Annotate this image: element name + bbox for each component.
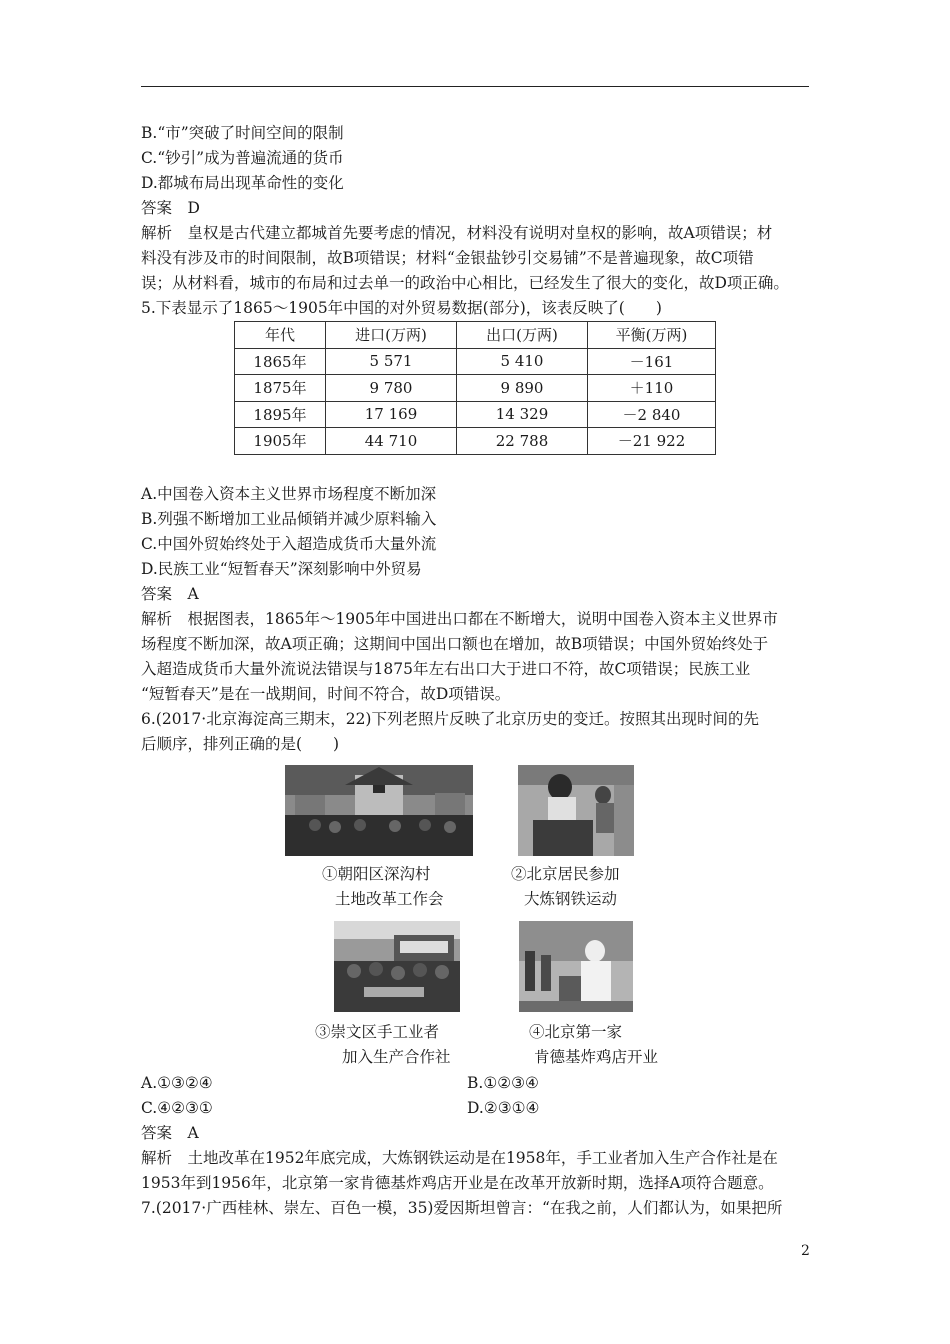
q5-analysis-line-3: 入超造成货币大量外流说法错误与1875年左右出口大于进口不符，故C项错误；民族工业	[141, 660, 751, 678]
q5-option-c: C.中国外贸始终处于入超造成货币大量外流	[141, 535, 437, 553]
photo-2-caption-line-1: ②北京居民参加	[511, 865, 620, 883]
photo-1-caption-line-1: ①朝阳区深沟村	[322, 865, 431, 883]
old-photo-handicraft-cooperative-icon	[334, 921, 460, 1012]
q6-analysis-line-1: 解析 土地改革在1952年底完成，大炼钢铁运动是在1958年，手工业者加入生产合作社是在	[141, 1149, 778, 1167]
table-cell: 9 890	[457, 375, 588, 402]
table-cell: 22 788	[457, 428, 588, 455]
q5-option-d: D.民族工业“短暂春天”深刻影响中外贸易	[141, 560, 422, 578]
photo-3-caption-line-1: ③崇文区手工业者	[315, 1023, 440, 1041]
table-header-cell: 进口(万两)	[326, 322, 457, 349]
table-cell: 14 329	[457, 401, 588, 428]
q4-analysis-line-3: 误；从材料看，城市的布局和过去单一的政治中心相比，已经发生了很大的变化，故D项正确。	[141, 274, 789, 292]
table-cell: 5 571	[326, 348, 457, 375]
table-header-cell: 出口(万两)	[457, 322, 588, 349]
old-photo-kfc-opening-icon	[519, 921, 633, 1012]
trade-data-table	[234, 321, 716, 455]
q4-option-b: B.“市”突破了时间空间的限制	[141, 124, 344, 142]
q6-answer: 答案 A	[141, 1124, 199, 1142]
photo-3-caption-line-2: 加入生产合作社	[342, 1048, 451, 1066]
q5-analysis-line-1: 解析 根据图表，1865年～1905年中国进出口都在不断增大，说明中国卷入资本主义世界市	[141, 610, 778, 628]
q5-option-b: B.列强不断增加工业品倾销并减少原料输入	[141, 510, 437, 528]
table-cell: －2 840	[588, 401, 716, 428]
table-header-row	[235, 322, 716, 349]
table-cell: －161	[588, 348, 716, 375]
table-cell: 1905年	[235, 428, 326, 455]
table-cell: －21 922	[588, 428, 716, 455]
q6-option-c: C.④②③①	[141, 1099, 213, 1117]
old-photo-steel-campaign-icon	[518, 765, 634, 856]
table-cell: 9 780	[326, 375, 457, 402]
q5-answer: 答案 A	[141, 585, 199, 603]
q5-option-a: A.中国卷入资本主义世界市场程度不断加深	[141, 485, 437, 503]
q6-stem-line-2: 后顺序，排列正确的是( )	[141, 735, 340, 753]
q6-option-a: A.①③②④	[141, 1074, 213, 1092]
photo-4-caption-line-2: 肯德基炸鸡店开业	[534, 1048, 659, 1066]
q5-stem: 5.下表显示了1865～1905年中国的对外贸易数据(部分)，该表反映了( )	[141, 299, 662, 317]
table-cell: 1895年	[235, 401, 326, 428]
q4-option-c: C.“钞引”成为普遍流通的货币	[141, 149, 344, 167]
table-row	[235, 348, 716, 375]
q7-stem: 7.(2017·广西桂林、崇左、百色一模，35)爱因斯坦曾言：“在我之前，人们都认为，如果把所	[141, 1199, 783, 1217]
q4-answer: 答案 D	[141, 199, 200, 217]
table-row	[235, 375, 716, 402]
table-cell: 1865年	[235, 348, 326, 375]
q4-option-d: D.都城布局出现革命性的变化	[141, 174, 344, 192]
old-photo-land-reform-meeting-icon	[285, 765, 473, 856]
photo-2-caption-line-2: 大炼钢铁运动	[524, 890, 618, 908]
page-number: 2	[801, 1243, 810, 1259]
table-cell: 5 410	[457, 348, 588, 375]
table-row	[235, 428, 716, 455]
q4-analysis-line-2: 料没有涉及市的时间限制，故B项错误；材料“金银盐钞引交易铺”不是普遍现象，故C项错	[141, 249, 754, 267]
table-header-cell: 平衡(万两)	[588, 322, 716, 349]
table-header-cell: 年代	[235, 322, 326, 349]
photo-1-caption-line-2: 土地改革工作会	[335, 890, 444, 908]
header-rule	[141, 86, 809, 87]
q5-analysis-line-4: “短暂春天”是在一战期间，时间不符合，故D项错误。	[141, 685, 511, 703]
q6-stem-line-1: 6.(2017·北京海淀高三期末，22)下列老照片反映了北京历史的变迁。按照其出现时间的先	[141, 710, 759, 728]
photo-4-caption-line-1: ④北京第一家	[529, 1023, 623, 1041]
q5-analysis-line-2: 场程度不断加深，故A项正确；这期间中国出口额也在增加，故B项错误；中国外贸始终处于	[141, 635, 769, 653]
table-row	[235, 401, 716, 428]
table-cell: 17 169	[326, 401, 457, 428]
table-cell: ＋110	[588, 375, 716, 402]
q6-analysis-line-2: 1953年到1956年，北京第一家肯德基炸鸡店开业是在改革开放新时期，选择A项符合题意。	[141, 1174, 774, 1192]
q6-option-d: D.②③①④	[467, 1099, 540, 1117]
table-cell: 44 710	[326, 428, 457, 455]
q6-option-b: B.①②③④	[467, 1074, 539, 1092]
q4-analysis-line-1: 解析 皇权是古代建立都城首先要考虑的情况，材料没有说明对皇权的影响，故A项错误；材	[141, 224, 773, 242]
table-cell: 1875年	[235, 375, 326, 402]
